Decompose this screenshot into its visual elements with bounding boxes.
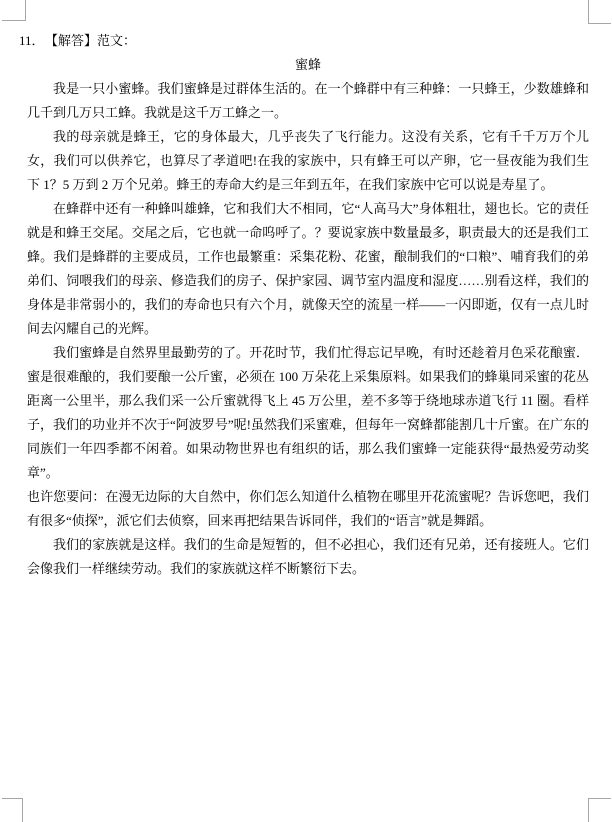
text-boundary-mark-top-left-horizontal: [2, 20, 26, 21]
text-boundary-mark-bottom-right-horizontal: [588, 798, 611, 799]
document-body: [19, 29, 589, 581]
question-number: 11．: [19, 33, 45, 48]
text-boundary-mark-top-right-vertical: [588, 0, 589, 23]
essay-paragraph-1: 我是一只小蜜蜂。我们蜜蜂是过群体生活的。在一个蜂群中有三种蜂：一只蜂王，少数雄蜂和几千到几万只工蜂。我就是这千万工蜂之一。: [27, 81, 589, 120]
essay-paragraph-6: 我们的家族就是这样。我们的生命是短暂的，但不必担心，我们还有兄弟，还有接班人。它们会像我们一样继续劳动。我们的家族就这样不断繁衍下去。: [27, 537, 589, 576]
answer-heading: [19, 29, 589, 53]
essay-title: 蜜蜂: [294, 57, 321, 72]
essay-paragraph-5: 也许您要问：在漫无边际的大自然中，你们怎么知道什么植物在哪里开花流蜜呢？告诉您吧，我们有很多“侦探”，派它们去侦察，回来再把结果告诉同伴，我们的“语言”就是舞蹈。: [27, 489, 589, 528]
text-boundary-mark-bottom-left-horizontal: [2, 798, 23, 799]
text-boundary-mark-bottom-left-vertical: [22, 799, 23, 822]
text-boundary-mark-top-left-vertical: [25, 0, 26, 20]
essay-paragraph-3: 在蜂群中还有一种蜂叫雄蜂，它和我们大不相同，它“人高马大”身体粗壮，翅也长。它的责任就是和蜂王交尾。交尾之后，它也就一命呜呼了。？要说家族中数量最多，职责最大的还是我们工蜂。我们是蜂群的主要成员，工作也最繁重：采集花粉、花蜜，酿制我们的“口粮”、哺育我们的弟弟们、饲喂我们的母亲、修造我们的房子、保护家园、调节室内温度和湿度……别看这样，我们的身体是非常弱小的，我们的寿命也只有六个月，就像天空的流星一样——一闪即逝，仅有一点儿时间去闪耀自己的光辉。: [27, 201, 589, 336]
text-boundary-mark-top-right-horizontal: [588, 23, 611, 24]
answer-section-label: 【解答】范文：: [51, 33, 137, 48]
essay-paragraph-4: 我们蜜蜂是自然界里最勤劳的了。开花时节，我们忙得忘记早晚，有时还趁着月色采花酿蜜．蜜是很难酿的，我们要酿一公斤蜜，必须在 100 万朵花上采集原料。如果我们的蜂巢同采蜜的花丛距离一公里半，那么我们采一公斤蜜就得飞上 45 万公里，差不多等于绕地球赤道飞行 11 圈。看样子，我们的功业并不次于“阿波罗号”呢!虽然我们采蜜难，但每年一窝蜂都能割几十斤蜜。在广东的同族们一年四季都不闲着。如果动物世界也有组织的话，那么我们蜜蜂一定能获得“最热爱劳动奖章”。: [27, 345, 589, 480]
text-boundary-mark-bottom-right-vertical: [588, 799, 589, 822]
essay-paragraph-2: 我的母亲就是蜂王，它的身体最大，几乎丧失了飞行能力。这没有关系，它有千千万万个儿女，我们可以供养它，也算尽了孝道吧!在我的家族中，只有蜂王可以产卵，它一昼夜能为我们生下 1？5 万到 2 万个兄弟。蜂王的寿命大约是三年到五年，在我们家族中它可以说是寿星了。: [27, 129, 589, 192]
